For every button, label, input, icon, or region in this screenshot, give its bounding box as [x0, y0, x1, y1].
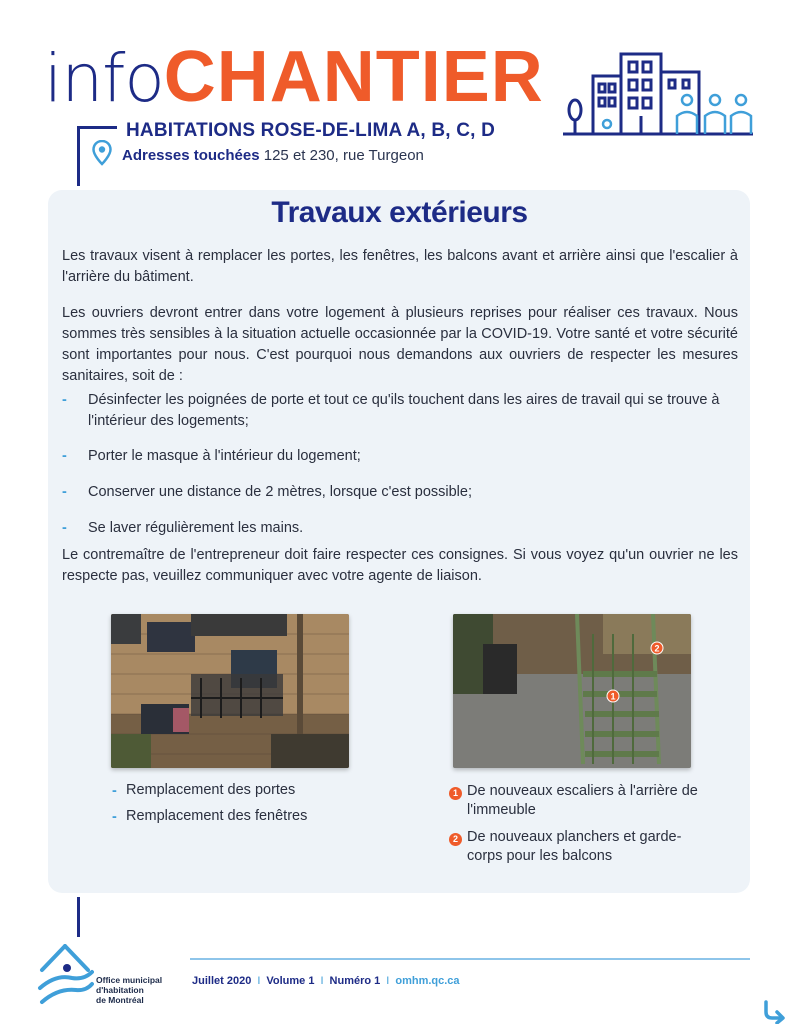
list-item: 1 De nouveaux escaliers à l'arrière de l'immeuble — [449, 782, 709, 820]
header-divider-horizontal — [77, 126, 117, 129]
omhm-logo-icon — [36, 944, 94, 1011]
bullet-dash: - — [112, 809, 117, 825]
list-item: - Se laver régulièrement les mains. — [62, 518, 742, 539]
organization-name: Office municipal d'habitation de Montréal — [96, 975, 163, 1005]
header-divider-vertical — [77, 126, 80, 186]
bullet-dash: - — [62, 484, 67, 500]
intro-paragraph: Les travaux visent à remplacer les portes, les fenêtres, les balcons avant et arrière ainsi que l'escalier à l'arrière du bâtiment. — [62, 248, 738, 285]
covid-paragraph: Les ouvriers devront entrer dans votre logement à plusieurs reprises pour réaliser ces travaux. Nous sommes très sensibles à la situation actuelle occasionnée par la COVID-19. Votre santé et votre sécurité sont importantes pour nous. C'est pourquoi nous demandons aux ouvriers de respecter les mesures sanitaires, soit de : — [62, 305, 738, 384]
issue-number: Numéro 1 — [329, 975, 381, 987]
foreman-paragraph: Le contremaître de l'entrepreneur doit faire respecter ces consignes. Si vous voyez qu'un ouvrier ne les respecte pas, veuillez communiquer avec votre agente de liaison. — [62, 547, 738, 584]
buildings-illustration — [563, 46, 753, 143]
issue-volume: Volume 1 — [266, 975, 315, 987]
footer-info: Juillet 2020 I Volume 1 I Numéro 1 I omhm.qc.ca — [192, 975, 460, 987]
website-link[interactable]: omhm.qc.ca — [395, 975, 460, 987]
address-label: Adresses touchées — [122, 147, 260, 164]
staircase-captions — [449, 782, 709, 874]
facade-photo — [111, 614, 349, 768]
list-item: 2 De nouveaux planchers et garde-corps pour les balcons — [449, 828, 709, 866]
bullet-dash: - — [62, 448, 67, 464]
location-pin-icon — [92, 140, 112, 171]
footer-divider-horizontal — [190, 958, 750, 960]
brand-title — [44, 36, 544, 116]
address-line — [122, 147, 424, 164]
list-item: - Remplacement des fenêtres — [112, 808, 308, 825]
sanitary-measures-list — [62, 390, 742, 539]
next-page-arrow-icon[interactable] — [762, 1000, 788, 1029]
list-item: - Remplacement des portes — [112, 782, 296, 799]
bullet-dash: - — [62, 520, 67, 536]
section-title: Travaux extérieurs — [271, 196, 528, 229]
staircase-photo — [453, 614, 691, 768]
footer-divider-vertical — [77, 897, 80, 937]
svg-text:2: 2 — [654, 643, 660, 654]
number-badge: 1 — [449, 787, 462, 800]
bullet-dash: - — [112, 783, 117, 799]
number-badge: 2 — [449, 833, 462, 846]
issue-date: Juillet 2020 — [192, 975, 252, 987]
address-value: 125 et 230, rue Turgeon — [263, 147, 424, 164]
list-item: - Porter le masque à l'intérieur du logement; — [62, 446, 742, 482]
bullet-dash: - — [62, 392, 67, 408]
project-name: HABITATIONS ROSE-DE-LIMA A, B, C, D — [126, 120, 496, 141]
brand-main: CHANTIER — [163, 37, 544, 117]
facade-captions — [112, 780, 307, 832]
svg-text:1: 1 — [610, 691, 616, 702]
brand-prefix: info — [44, 40, 164, 117]
list-item: - Conserver une distance de 2 mètres, lorsque c'est possible; — [62, 482, 742, 518]
list-item: - Désinfecter les poignées de porte et tout ce qu'ils touchent dans les aires de travail qui se trouve à l'intérieur des logements; — [62, 392, 720, 429]
